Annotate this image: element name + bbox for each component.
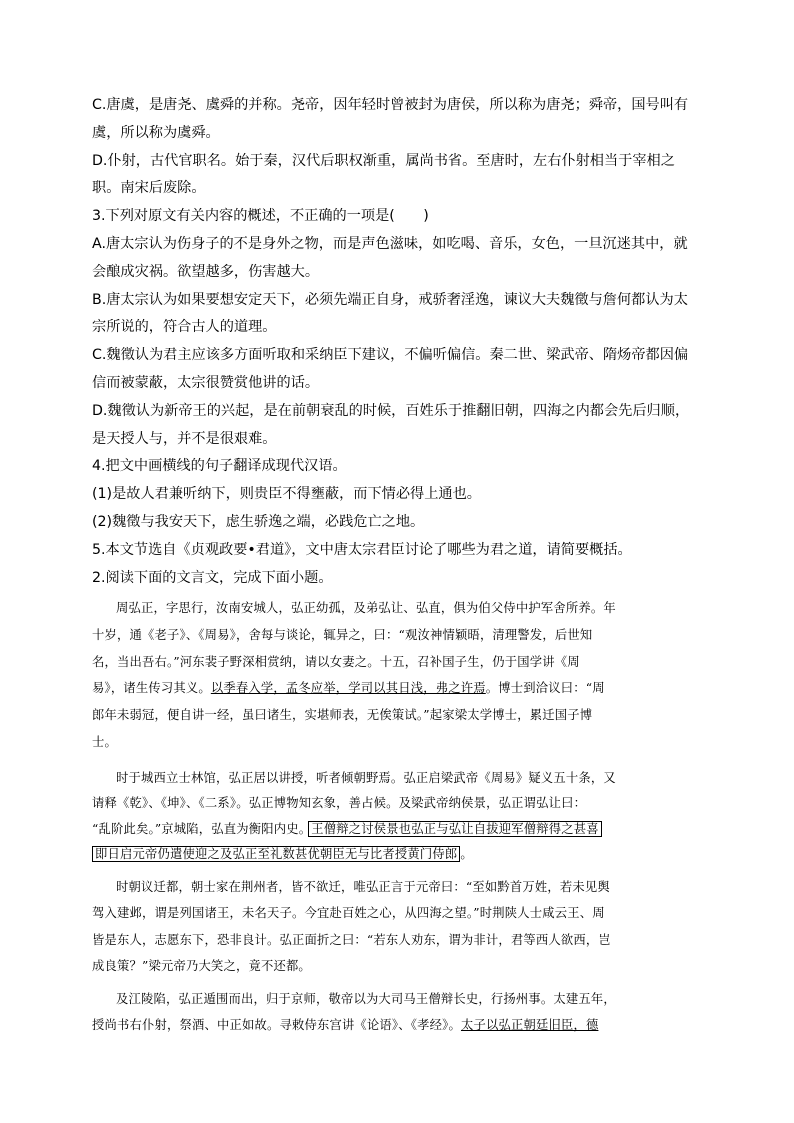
passage-line: 十岁，通《老子》、《周易》，舍每与谈论，辄异之，曰：“观汝神情颖晤，清理警发，后世知 bbox=[92, 627, 593, 642]
boxed-sentence-part-2: 即日启元帝仍遣使迎之及弘正至礼数甚优朝臣无与比者授黄门侍郎 bbox=[92, 846, 460, 862]
passage-line: 请释《乾》、《坤》、《二系》。弘正博物知玄象，善占候。及梁武帝纳侯景，弘正谓弘让曰： bbox=[92, 796, 587, 811]
passage-line: 成良策？”梁元帝乃大笑之，竟不还都。 bbox=[92, 959, 311, 974]
passage-line bbox=[92, 817, 702, 843]
section-2-heading: 2.阅读下面的文言文，完成下面小题。 bbox=[92, 569, 333, 586]
q3-option-d-line-2: 是天授人与，并不是很艰难。 bbox=[92, 430, 277, 447]
boxed-sentence-part-1: 王僧辩之讨侯景也弘正与弘让自拔迎军僧辩得之甚喜 bbox=[308, 821, 601, 837]
passage-text: “乱阶此矣。”京城陷，弘直为衡阳内史。 bbox=[92, 821, 312, 836]
question-3-stem: 3.下列对原文有关内容的概述，不正确的一项是( ) bbox=[92, 208, 429, 225]
option-c-line-1: C.唐虞，是唐尧、虞舜的并称。尧帝，因年轻时曾被封为唐侯，所以称为唐尧；舜帝，国号叫有 bbox=[92, 97, 689, 113]
passage-line bbox=[92, 675, 702, 702]
q3-option-c-line-1: C.魏徵认为君主应该多方面听取和采纳臣下建议，不偏听偏信。秦二世、梁武帝、隋炀帝都因偏 bbox=[92, 347, 689, 364]
passage-text: 授尚书右仆射，祭酒、中正如故。寻敕侍东宫讲《论语》、《孝经》。 bbox=[92, 1018, 461, 1033]
option-d-line-1: D.仆射，古代官职名。始于秦，汉代后职权渐重，属尚书省。至唐时，左右仆射相当于宰相之 bbox=[92, 152, 675, 169]
question-5-stem: 5.本文节选自《贞观政要•君道》，文中唐太宗君臣讨论了哪些为君之道，请简要概括。 bbox=[92, 541, 632, 558]
q3-option-a-line-1: A.唐太宗认为伤身子的不是身外之物，而是声色滋味，如吃喝、音乐，女色，一旦沉迷其中，就 bbox=[92, 235, 688, 252]
passage-paragraph-4 bbox=[92, 986, 702, 1039]
passage-line: 时朝议迁都，朝士家在荆州者，皆不欲迁，唯弘正言于元帝曰：“至如黔首万姓，若未见舆 bbox=[116, 879, 610, 894]
passage-paragraph-1 bbox=[92, 595, 702, 756]
underlined-sentence-1: 以季春入学，孟冬应举，学司以其日浅，弗之许焉 bbox=[210, 681, 486, 696]
passage-line: 驾入建邺，谓是列国诸王，未名天子。今宜赴百姓之心，从四海之望。”时荆陕人士咸云王、周 bbox=[92, 906, 605, 921]
question-4-item-1: (1)是故人君兼听纳下，则贵臣不得壅蔽，而下情必得上通也。 bbox=[92, 486, 481, 503]
questions-section bbox=[92, 92, 702, 592]
option-c-line-2: 虞，所以称为虞舜。 bbox=[92, 124, 220, 141]
passage-line: 士。 bbox=[92, 734, 117, 749]
passage-line: 郎年未弱冠，便自讲一经，虽曰诸生，实堪师表，无俟策试。”起家梁太学博士，累迁国子博 bbox=[92, 708, 593, 723]
q3-option-a-line-2: 会酿成灾祸。欲望越多，伤害越大。 bbox=[92, 263, 320, 280]
passage-line: 名，当出吾右。”河东裴子野深相赏纳，请以女妻之。十五，召补国子生，仍于国学讲《周 bbox=[92, 654, 580, 669]
passage-line bbox=[92, 842, 702, 868]
passage-text: 。 bbox=[460, 847, 473, 862]
passage-line: 及江陵陷，弘正遁围而出，归于京师，敬帝以为大司马王僧辩长史，行扬州事。太建五年， bbox=[116, 991, 616, 1006]
passage-paragraph-3 bbox=[92, 874, 702, 980]
q3-option-c-line-2: 信而被蒙蔽，太宗很赞赏他讲的话。 bbox=[92, 374, 320, 391]
underlined-sentence-2: 太子以弘正朝廷旧臣，德 bbox=[460, 1018, 599, 1033]
passage-text: 。博士到洽议曰：“周 bbox=[485, 681, 605, 696]
q3-option-d-line-1: D.魏徵认为新帝王的兴起，是在前朝衰乱的时候，百姓乐于推翻旧朝，四海之内都会先后归顺， bbox=[92, 402, 690, 419]
question-4-stem: 4.把文中画横线的句子翻译成现代汉语。 bbox=[92, 458, 347, 475]
passage-line: 皆是东人，志愿东下，恐非良计。弘正面折之曰：“若东人劝东，谓为非计，君等西人欲西，岂 bbox=[92, 932, 611, 947]
q3-option-b-line-1: B.唐太宗认为如果要想安定天下，必须先端正自身，戒骄奢淫逸，谏议大夫魏徵与詹何都认为太 bbox=[92, 291, 688, 308]
classical-passage bbox=[92, 595, 702, 1039]
passage-paragraph-2 bbox=[92, 766, 702, 868]
option-d-line-2: 职。南宋后废除。 bbox=[92, 180, 206, 197]
question-4-item-2: (2)魏徵与我安天下，虑生骄逸之端，必践危亡之地。 bbox=[92, 513, 425, 530]
q3-option-b-line-2: 宗所说的，符合古人的道理。 bbox=[92, 319, 277, 336]
passage-line: 时于城西立士林馆，弘正居以讲授，听者倾朝野焉。弘正启梁武帝《周易》疑义五十条，又 bbox=[116, 770, 616, 785]
passage-line: 周弘正，字思行，汝南安城人，弘正幼孤，及弟弘让、弘直，俱为伯父侍中护军舍所养。年 bbox=[116, 601, 616, 615]
passage-text: 易》，诸生传习其义。 bbox=[92, 681, 211, 696]
passage-line bbox=[92, 1012, 702, 1039]
